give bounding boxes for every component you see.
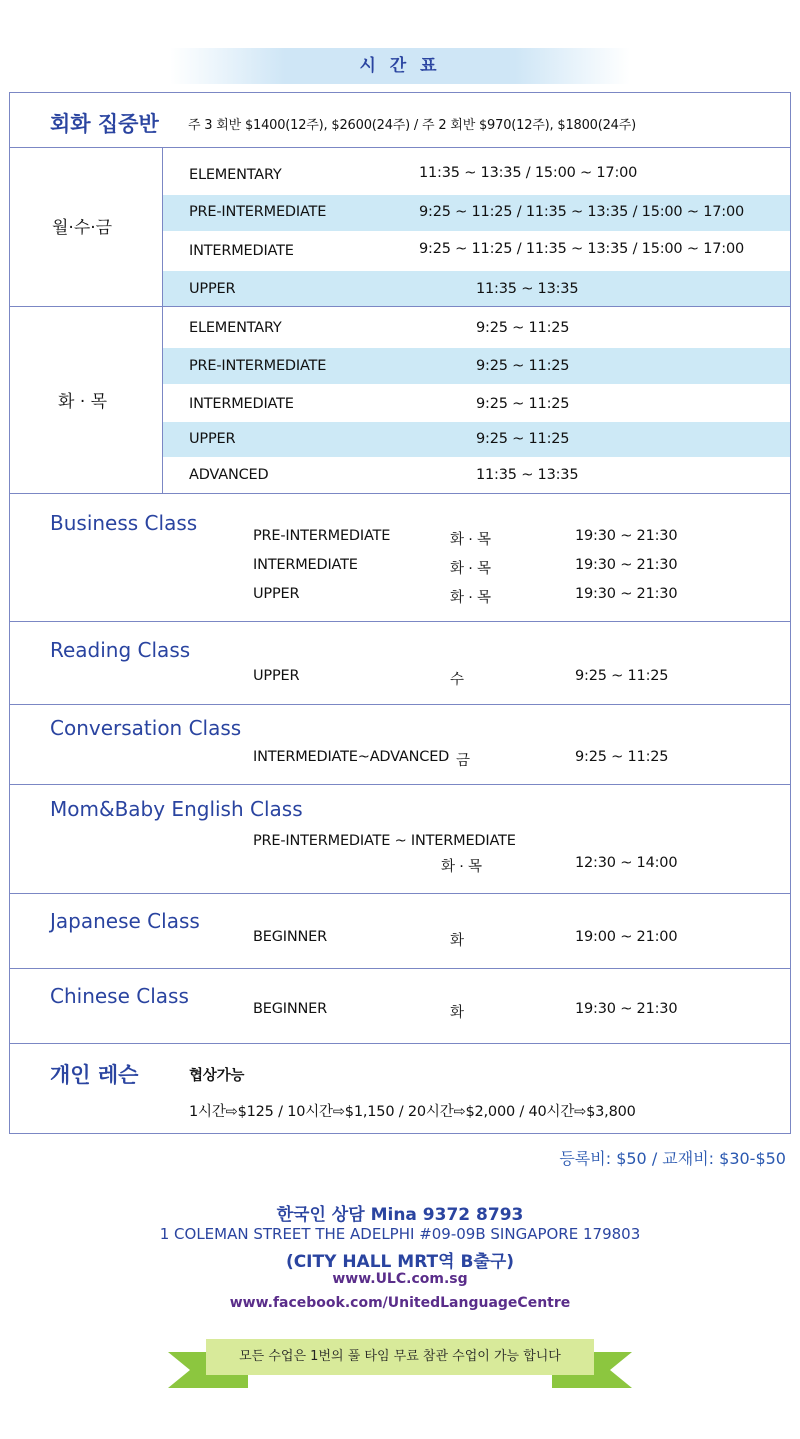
chinese-level: BEGINNER	[253, 1001, 327, 1017]
contact-station: (CITY HALL MRT역 B출구)	[285, 1252, 515, 1272]
divider	[10, 704, 790, 705]
business-time: 19:30 ~ 21:30	[575, 528, 678, 544]
business-days: 화 · 목	[450, 590, 491, 606]
japanese-title: Japanese Class	[50, 909, 200, 933]
tt-time: 9:25 ~ 11:25	[476, 358, 570, 374]
mwf-time: 11:35 ~ 13:35 / 15:00 ~ 17:00	[419, 165, 638, 181]
divider	[10, 968, 790, 969]
mwf-time: 9:25 ~ 11:25 / 11:35 ~ 13:35 / 15:00 ~ 17:00	[419, 241, 745, 257]
chinese-title: Chinese Class	[50, 984, 189, 1008]
private-pricing: 1시간⇨$125 / 10시간⇨$1,150 / 20시간⇨$2,000 / 40시간⇨$3,800	[189, 1104, 636, 1120]
column-divider	[162, 147, 163, 493]
chinese-time: 19:30 ~ 21:30	[575, 1001, 678, 1017]
tt-time: 9:25 ~ 11:25	[476, 396, 570, 412]
notice-ribbon	[168, 1336, 632, 1392]
mwf-level: INTERMEDIATE	[189, 243, 294, 259]
mombaby-title: Mom&Baby English Class	[50, 797, 303, 821]
schedule-title: 시 간 표	[170, 48, 630, 84]
fees: 등록비: $50 / 교재비: $30-$50	[559, 1149, 786, 1168]
japanese-level: BEGINNER	[253, 929, 327, 945]
divider	[10, 621, 790, 622]
reading-title: Reading Class	[50, 638, 191, 662]
divider	[10, 893, 790, 894]
mwf-days: 월·수·금	[52, 218, 113, 238]
tt-level: INTERMEDIATE	[189, 396, 294, 412]
divider	[10, 147, 790, 148]
mombaby-time: 12:30 ~ 14:00	[575, 855, 678, 871]
conversation-title: Conversation Class	[50, 716, 242, 740]
contact-phone: 한국인 상담 Mina 9372 8793	[276, 1205, 524, 1225]
tt-level: UPPER	[189, 431, 236, 447]
business-level: UPPER	[253, 586, 300, 602]
business-level: PRE-INTERMEDIATE	[253, 528, 391, 544]
business-time: 19:30 ~ 21:30	[575, 586, 678, 602]
mwf-level: UPPER	[189, 281, 236, 297]
tt-time: 11:35 ~ 13:35	[476, 467, 579, 483]
intensive-title: 회화 집중반	[50, 112, 159, 136]
conversation-time: 9:25 ~ 11:25	[575, 749, 669, 765]
tt-level: ELEMENTARY	[189, 320, 282, 336]
schedule-table	[9, 92, 791, 1134]
business-time: 19:30 ~ 21:30	[575, 557, 678, 573]
reading-time: 9:25 ~ 11:25	[575, 668, 669, 684]
website-link[interactable]: www.ULC.com.sg	[332, 1271, 468, 1287]
reading-level: UPPER	[253, 668, 300, 684]
divider	[10, 784, 790, 785]
mwf-time: 9:25 ~ 11:25 / 11:35 ~ 13:35 / 15:00 ~ 17:00	[419, 204, 745, 220]
tt-time: 9:25 ~ 11:25	[476, 320, 570, 336]
conversation-level: INTERMEDIATE~ADVANCED	[253, 749, 450, 765]
japanese-days: 화	[450, 933, 464, 949]
mwf-level: PRE-INTERMEDIATE	[189, 204, 327, 220]
mwf-time: 11:35 ~ 13:35	[476, 281, 579, 297]
tt-level: ADVANCED	[189, 467, 269, 483]
mombaby-level: PRE-INTERMEDIATE ~ INTERMEDIATE	[253, 833, 516, 849]
divider	[10, 493, 790, 494]
conversation-days: 금	[456, 753, 470, 769]
reading-days: 수	[450, 672, 464, 688]
divider	[10, 306, 790, 307]
contact-address: 1 COLEMAN STREET THE ADELPHI #09-09B SINGAPORE 179803	[159, 1225, 641, 1243]
business-days: 화 · 목	[450, 532, 491, 548]
business-level: INTERMEDIATE	[253, 557, 358, 573]
private-title: 개인 레슨	[50, 1063, 139, 1087]
business-days: 화 · 목	[450, 561, 491, 577]
intensive-pricing: 주 3 회반 $1400(12주), $2600(24주) / 주 2 회반 $970(12주), $1800(24주)	[188, 118, 636, 133]
tt-days: 화 · 목	[58, 392, 108, 412]
facebook-link[interactable]: www.facebook.com/UnitedLanguageCentre	[229, 1295, 571, 1311]
ribbon-text: 모든 수업은 1번의 풀 타임 무료 참관 수업이 가능 합니다	[206, 1339, 594, 1375]
private-note: 협상가능	[189, 1068, 245, 1084]
mwf-level: ELEMENTARY	[189, 167, 282, 183]
tt-time: 9:25 ~ 11:25	[476, 431, 570, 447]
tt-level: PRE-INTERMEDIATE	[189, 358, 327, 374]
divider	[10, 1043, 790, 1044]
chinese-days: 화	[450, 1005, 464, 1021]
business-title: Business Class	[50, 511, 198, 535]
japanese-time: 19:00 ~ 21:00	[575, 929, 678, 945]
mombaby-days: 화 · 목	[441, 859, 482, 875]
